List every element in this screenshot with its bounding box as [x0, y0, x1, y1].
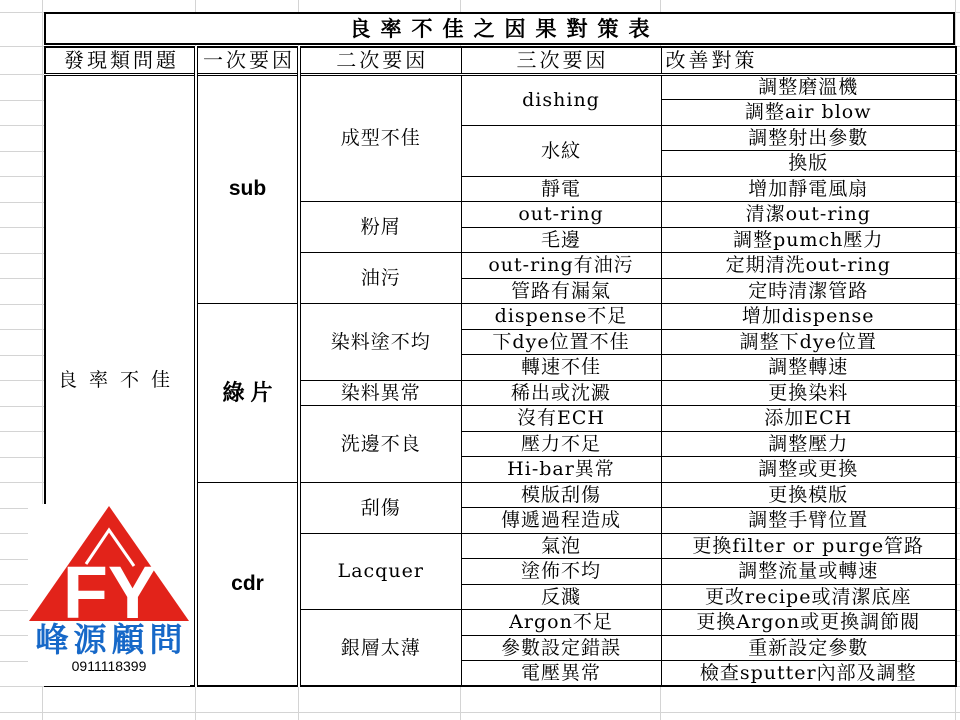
countermeasure-cell: 更換染料 — [661, 380, 956, 406]
logo-letters: FY — [62, 551, 158, 622]
table-header — [45, 47, 956, 74]
tertiary-cause-cell: 稀出或沈澱 — [461, 380, 661, 406]
tertiary-cause-cell: Hi-bar異常 — [461, 457, 661, 483]
tertiary-cause-cell: 轉速不佳 — [461, 355, 661, 381]
title-box — [44, 12, 955, 45]
countermeasure-cell: 重新設定參數 — [661, 635, 956, 661]
secondary-cause-cell: 銀層太薄 — [299, 610, 461, 687]
countermeasure-cell: 更換filter or purge管路 — [661, 533, 956, 559]
secondary-cause-cell: 染料異常 — [299, 380, 461, 406]
gridline — [0, 712, 960, 713]
tertiary-cause-cell: Argon不足 — [461, 610, 661, 636]
tertiary-cause-cell: 靜電 — [461, 176, 661, 202]
secondary-cause-cell: 洗邊不良 — [299, 406, 461, 483]
tertiary-cause-cell: 管路有漏氣 — [461, 278, 661, 304]
countermeasure-cell: 更改recipe或清潔底座 — [661, 584, 956, 610]
tertiary-cause-cell: 壓力不足 — [461, 431, 661, 457]
page-title: 良率不佳之因果對策表 — [349, 15, 660, 41]
countermeasure-cell: 調整壓力 — [661, 431, 956, 457]
countermeasure-cell: 定時清潔管路 — [661, 278, 956, 304]
countermeasure-cell: 檢查sputter內部及調整 — [661, 661, 956, 687]
tertiary-cause-cell: out-ring有油污 — [461, 253, 661, 279]
countermeasure-cell: 調整磨溫機 — [661, 74, 956, 100]
countermeasure-cell: 調整或更換 — [661, 457, 956, 483]
countermeasure-cell: 添加ECH — [661, 406, 956, 432]
header-secondary-cause: 二次要因 — [299, 47, 461, 74]
header-countermeasure: 改善對策 — [661, 47, 956, 74]
tertiary-cause-cell: 反濺 — [461, 584, 661, 610]
tertiary-cause-cell: 模版刮傷 — [461, 482, 661, 508]
tertiary-cause-cell: 傳遞過程造成 — [461, 508, 661, 534]
company-phone: 0911118399 — [71, 658, 147, 674]
tertiary-cause-cell: 氣泡 — [461, 533, 661, 559]
tertiary-cause-cell: out-ring — [461, 202, 661, 228]
header-finding: 發現類問題 — [45, 47, 196, 74]
countermeasure-cell: 增加靜電風扇 — [661, 176, 956, 202]
tertiary-cause-cell: 水紋 — [461, 125, 661, 176]
secondary-cause-cell: 油污 — [299, 253, 461, 304]
tertiary-cause-cell: 參數設定錯誤 — [461, 635, 661, 661]
company-logo — [28, 504, 190, 686]
tertiary-cause-cell: dispense不足 — [461, 304, 661, 330]
header-row — [45, 47, 956, 74]
countermeasure-cell: 調整手臂位置 — [661, 508, 956, 534]
secondary-cause-cell: Lacquer — [299, 533, 461, 610]
secondary-cause-cell: 成型不佳 — [299, 74, 461, 202]
countermeasure-cell: 更換Argon或更換調節閥 — [661, 610, 956, 636]
tertiary-cause-cell: dishing — [461, 74, 661, 125]
countermeasure-cell: 調整air blow — [661, 100, 956, 126]
countermeasure-cell: 定期清洗out-ring — [661, 253, 956, 279]
countermeasure-cell: 清潔out-ring — [661, 202, 956, 228]
countermeasure-cell: 調整流量或轉速 — [661, 559, 956, 585]
countermeasure-cell: 調整下dye位置 — [661, 329, 956, 355]
company-name: 峰源顧問 — [35, 620, 188, 659]
table-row — [45, 74, 956, 100]
countermeasure-cell: 換版 — [661, 151, 956, 177]
countermeasure-cell: 調整pumch壓力 — [661, 227, 956, 253]
primary-cause-cell: sub — [196, 74, 299, 304]
countermeasure-cell: 調整轉速 — [661, 355, 956, 381]
tertiary-cause-cell: 塗佈不均 — [461, 559, 661, 585]
tertiary-cause-cell: 毛邊 — [461, 227, 661, 253]
secondary-cause-cell: 刮傷 — [299, 482, 461, 533]
finding-cell: 良率不佳 — [45, 74, 196, 686]
tertiary-cause-cell: 沒有ECH — [461, 406, 661, 432]
secondary-cause-cell: 粉屑 — [299, 202, 461, 253]
header-primary-cause: 一次要因 — [196, 47, 299, 74]
secondary-cause-cell: 染料塗不均 — [299, 304, 461, 381]
countermeasure-cell: 更換模版 — [661, 482, 956, 508]
primary-cause-cell: cdr — [196, 482, 299, 686]
countermeasure-cell: 調整射出參數 — [661, 125, 956, 151]
tertiary-cause-cell: 下dye位置不佳 — [461, 329, 661, 355]
primary-cause-cell: 綠片 — [196, 304, 299, 483]
header-tertiary-cause: 三次要因 — [461, 47, 661, 74]
logo-mark-icon — [28, 504, 190, 622]
tertiary-cause-cell: 電壓異常 — [461, 661, 661, 687]
countermeasure-cell: 增加dispense — [661, 304, 956, 330]
